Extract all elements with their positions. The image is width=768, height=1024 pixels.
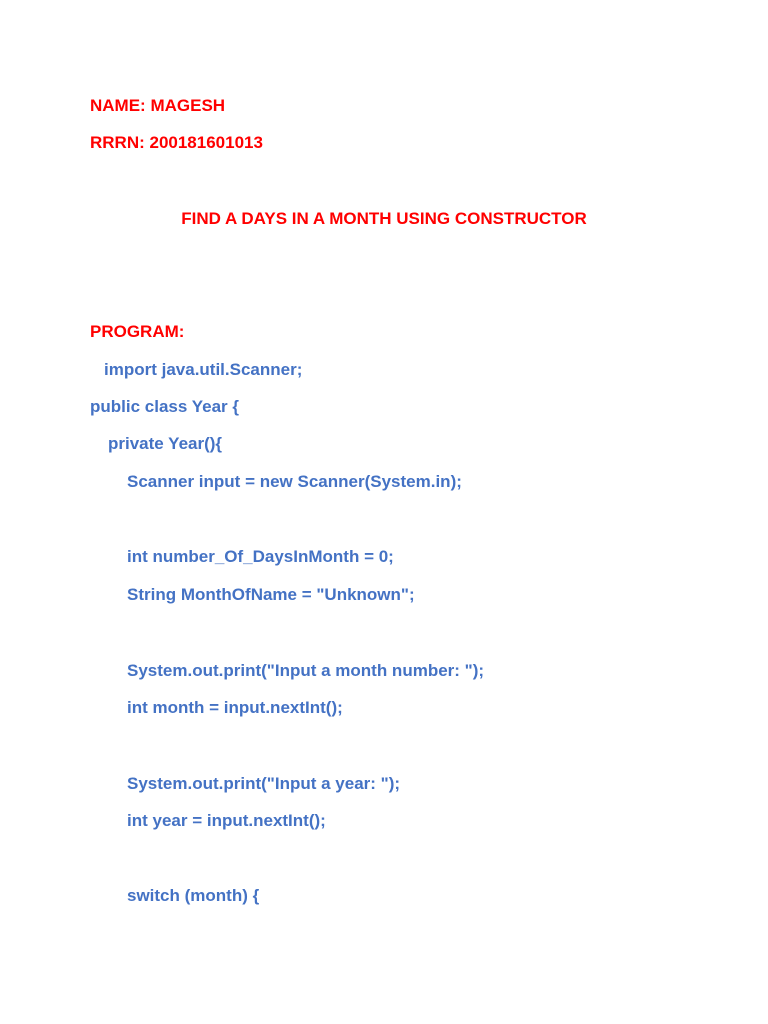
student-name: NAME: MAGESH	[90, 96, 226, 115]
code-line: int month = input.nextInt();	[127, 698, 343, 717]
code-line: Scanner input = new Scanner(System.in);	[127, 472, 462, 491]
code-line: String MonthOfName = "Unknown";	[127, 585, 415, 604]
code-line: switch (month) {	[127, 886, 260, 905]
code-line: int number_Of_DaysInMonth = 0;	[127, 547, 394, 566]
code-line: System.out.print("Input a year: ");	[127, 774, 401, 793]
code-line: import java.util.Scanner;	[104, 360, 303, 379]
program-label: PROGRAM:	[90, 322, 185, 341]
code-line: int year = input.nextInt();	[127, 811, 326, 830]
document-title: FIND A DAYS IN A MONTH USING CONSTRUCTOR	[181, 209, 587, 228]
student-rrn: RRRN: 200181601013	[90, 133, 263, 152]
code-line: System.out.print("Input a month number: ");	[127, 661, 485, 680]
code-line: public class Year {	[90, 397, 239, 416]
code-line: private Year(){	[108, 434, 223, 453]
